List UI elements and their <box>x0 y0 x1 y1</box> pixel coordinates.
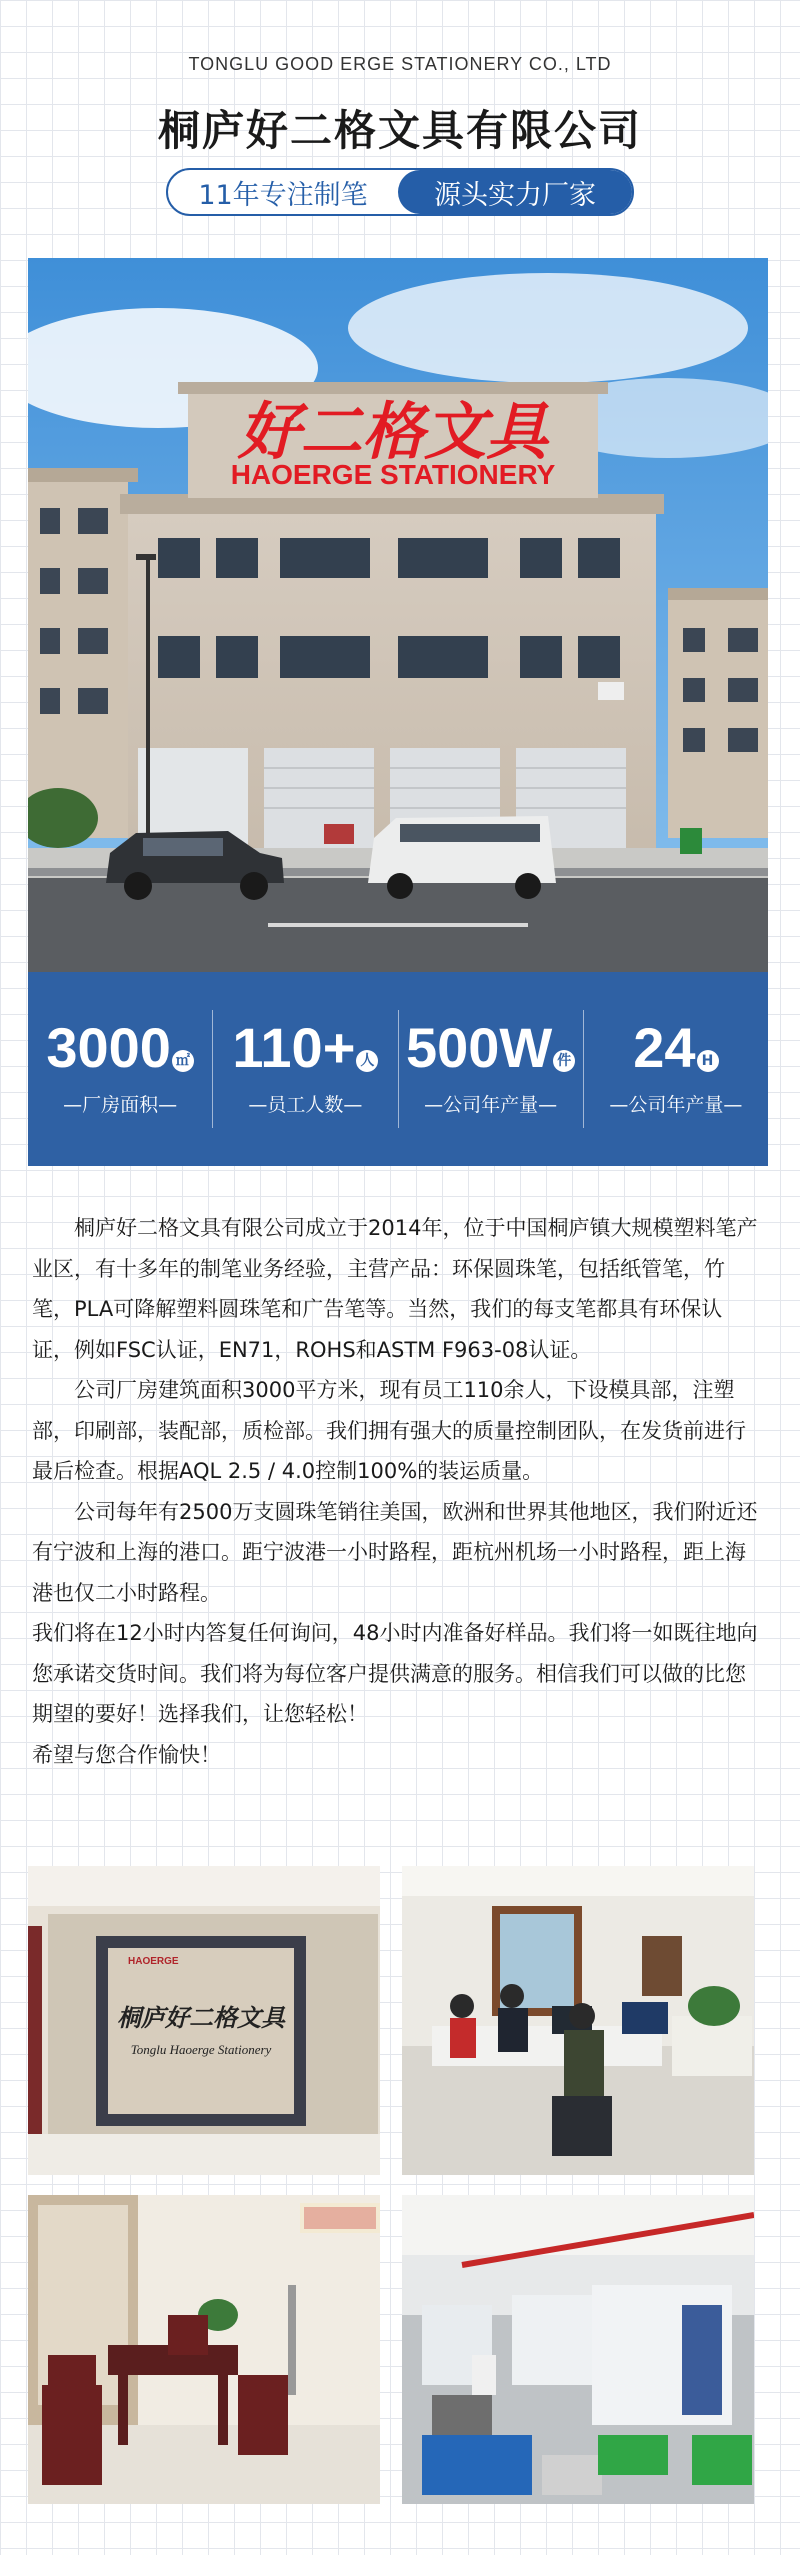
intro-paragraph: 公司每年有2500万支圆珠笔销往美国，欧洲和世界其他地区，我们附近还有宁波和上海的港口。距宁波港一小时路程，距杭州机场一小时路程，距上海港也仅二小时路程。 <box>32 1499 758 1605</box>
office-workspace-photo <box>402 1866 754 2175</box>
intro-closing: 希望与您合作愉快！ <box>32 1742 221 1767</box>
stat-unit-badge: ㎡ <box>172 1050 194 1072</box>
stat-unit-badge: 人 <box>356 1050 378 1072</box>
stat-value: 110+ 人 <box>213 1018 397 1078</box>
company-name-english: TONGLU GOOD ERGE STATIONERY CO., LTD <box>188 54 612 74</box>
stat-value: 3000 ㎡ <box>28 1018 212 1078</box>
stat-label: —公司年产量— <box>609 1094 743 1116</box>
stat-value: 500W 件 <box>399 1018 583 1078</box>
stat-unit-badge: 件 <box>553 1050 575 1072</box>
company-name-chinese: 桐庐好二格文具有限公司 <box>157 106 642 155</box>
company-stats-bar <box>28 972 768 1166</box>
stat-factory-area <box>28 1010 212 1128</box>
reception-logo-text: HAOERGE <box>128 1956 179 1967</box>
slogan-experience: 11年专注制笔 <box>198 179 368 211</box>
intro-paragraph: 我们将在12小时内答复任何询问，48小时内准备好样品。我们将一如既往地向您承诺交货时间。我们将为每位客户提供满意的服务。相信我们可以做的比您期望的要好！选择我们，让您轻松！ <box>32 1621 758 1726</box>
stat-employees <box>212 1010 397 1128</box>
stat-annual-output <box>398 1010 583 1128</box>
stat-unit-badge: H <box>697 1050 719 1072</box>
reception-wall-photo <box>28 1866 380 2175</box>
company-introduction <box>32 1208 758 1775</box>
header <box>0 0 800 240</box>
stat-response-hours <box>583 1010 768 1128</box>
stat-value: 24 H <box>584 1018 768 1078</box>
slogan-pill <box>166 168 634 216</box>
building-sign-chinese: 好二格文具 <box>237 395 549 468</box>
injection-molding-workshop-photo <box>402 2195 754 2504</box>
intro-paragraph: 桐庐好二格文具有限公司成立于2014年，位于中国桐庐镇大规模塑料笔产业区，有十多年的制笔业务经验，主营产品：环保圆珠笔，包括纸管笔，竹笔，PLA可降解塑料圆珠笔和广告笔等。当然，我们的每支笔都具有环保认证，例如FSC认证，EN71，ROHS和ASTM F963-08认证。 <box>32 1216 758 1362</box>
reception-sign-english: Tonglu Haoerge Stationery <box>130 2042 272 2057</box>
photo-gallery <box>28 1866 754 2506</box>
meeting-room-photo <box>28 2195 380 2504</box>
stat-label: —员工人数— <box>248 1094 363 1116</box>
stat-label: —公司年产量— <box>424 1094 558 1116</box>
intro-paragraph: 公司厂房建筑面积3000平方米，现有员工110余人，下设模具部，注塑部，印刷部，装配部，质检部。我们拥有强大的质量控制团队，在发货前进行最后检查。根据AQL 2.5 / 4.0控制100%的装运质量。 <box>32 1378 746 1483</box>
factory-building-photo <box>28 258 768 972</box>
stat-label: —厂房面积— <box>63 1094 178 1116</box>
slogan-factory: 源头实力厂家 <box>398 170 632 214</box>
reception-sign-chinese: 桐庐好二格文具 <box>117 2003 285 2032</box>
building-sign-english: HAOERGE STATIONERY <box>230 459 556 490</box>
